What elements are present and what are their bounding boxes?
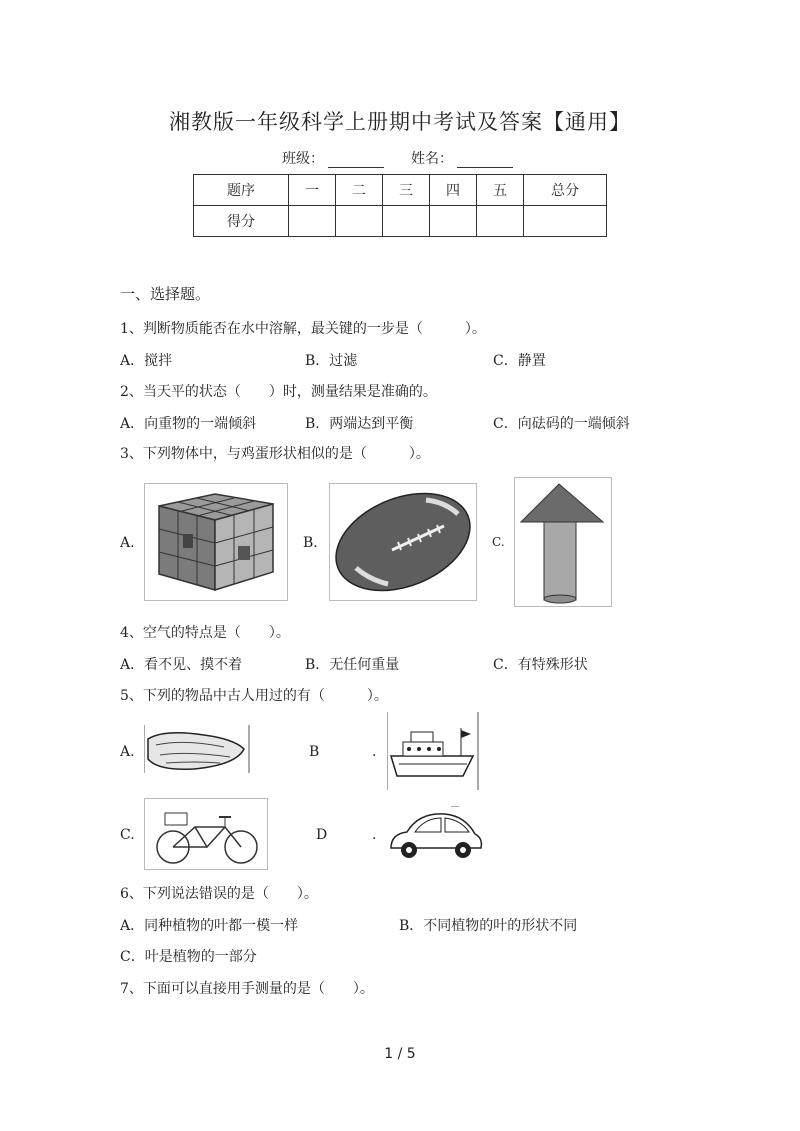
bicycle-image: [144, 798, 268, 870]
class-blank: [328, 153, 384, 168]
section-heading: 一、选择题。: [120, 285, 211, 303]
name-blank: [457, 153, 513, 168]
q3-option-b: B.: [303, 535, 318, 551]
q2-option-a: A．向重物的一端倾斜: [120, 416, 257, 432]
car-image: [385, 806, 487, 864]
class-label: 班级：: [282, 151, 324, 167]
header-cell: 二: [336, 175, 383, 206]
score-cell: [336, 206, 383, 237]
q2-option-c: C．向砝码的一端倾斜: [493, 416, 630, 432]
header-cell: 三: [383, 175, 430, 206]
q5-option-d: D: [316, 827, 328, 843]
question-1: 1、判断物质能否在水中溶解，最关键的一步是（ ）。: [120, 321, 486, 337]
score-cell: [477, 206, 524, 237]
score-table-score-row: [194, 206, 607, 237]
question-3: 3、下列物体中，与鸡蛋形状相似的是（ ）。: [120, 446, 430, 462]
name-label: 姓名：: [411, 151, 453, 167]
q4-option-c: C．有特殊形状: [493, 657, 588, 673]
q1-option-a: A．搅拌: [120, 353, 173, 369]
q4-option-a: A．看不见、摸不着: [120, 657, 243, 673]
q1-option-b: B．过滤: [305, 353, 358, 369]
score-table: [193, 174, 607, 237]
score-table-header-row: [194, 175, 607, 206]
header-cell: 题序: [194, 175, 289, 206]
ship-image: [387, 712, 479, 790]
score-cell: [383, 206, 430, 237]
q5-option-b-dot: .: [372, 744, 377, 760]
score-cell: [430, 206, 477, 237]
score-cell: [289, 206, 336, 237]
question-4: 4、空气的特点是（ ）。: [120, 625, 290, 641]
class-field: [282, 148, 384, 168]
q3-option-c: C.: [492, 535, 505, 549]
arrow-block-image: [514, 477, 612, 607]
page-title: 湘教版一年级科学上册期中考试及答案【通用】: [169, 110, 631, 134]
q6-option-c: C．叶是植物的一部分: [120, 949, 257, 965]
q3-option-a: A.: [120, 535, 135, 551]
q5-option-b: B: [309, 744, 320, 760]
q2-option-b: B．两端达到平衡: [305, 416, 414, 432]
q1-option-c: C．静置: [493, 353, 546, 369]
rubiks-cube-image: [144, 483, 288, 601]
row-label: 得分: [194, 206, 289, 237]
q6-option-b: B．不同植物的叶的形状不同: [399, 918, 578, 934]
q5-option-a: A.: [120, 744, 135, 760]
stone-tool-image: [144, 725, 250, 773]
football-image: [329, 483, 477, 601]
page-number: 1 / 5: [384, 1046, 416, 1062]
question-7: 7、下面可以直接用手测量的是（ ）。: [120, 981, 374, 997]
name-field: [411, 148, 513, 168]
question-2: 2、当天平的状态（ ）时，测量结果是准确的。: [120, 384, 437, 400]
q4-option-b: B．无任何重量: [305, 657, 400, 673]
header-cell: 一: [289, 175, 336, 206]
question-6: 6、下列说法错误的是（ ）。: [120, 886, 318, 902]
q6-option-a: A．同种植物的叶都一模一样: [120, 918, 299, 934]
q5-option-c: C.: [120, 827, 135, 843]
question-5: 5、下列的物品中古人用过的有（ ）。: [120, 688, 388, 704]
q5-option-d-dot: .: [372, 827, 377, 843]
header-cell: 四: [430, 175, 477, 206]
header-cell: 五: [477, 175, 524, 206]
header-cell: 总分: [524, 175, 607, 206]
score-cell: [524, 206, 607, 237]
